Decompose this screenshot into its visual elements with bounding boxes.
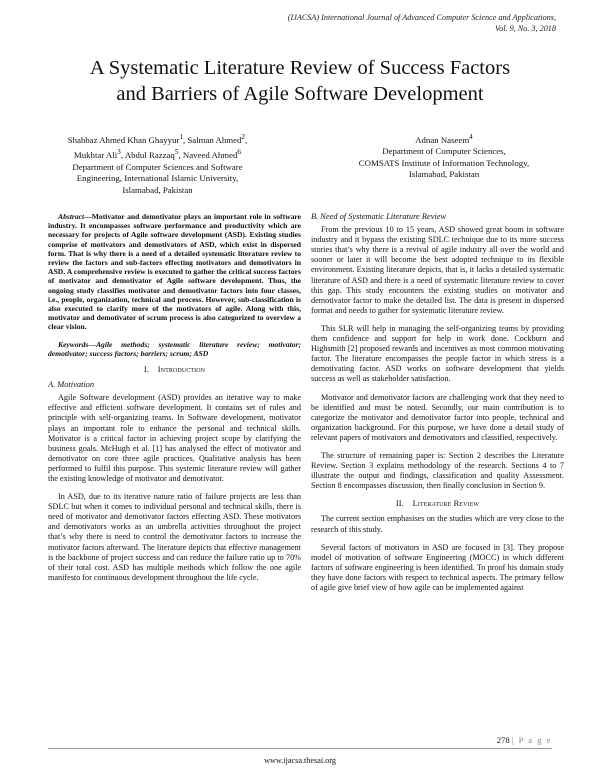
title-line-1: A Systematic Literature Review of Success Factors	[89, 57, 511, 79]
author-name: , Abdul Razzaq	[120, 150, 175, 161]
page-number-value: 278	[496, 735, 510, 745]
right-column	[311, 212, 564, 601]
abstract-label: Abstract	[58, 212, 85, 221]
author-sup: 3	[117, 147, 121, 157]
journal-name: (IJACSA) International Journal of Advanced Computer Science and Applications,	[287, 13, 556, 22]
author-sup: 1	[179, 132, 184, 141]
title-line-2: and Barriers of Agile Software Development	[116, 83, 484, 105]
page-number	[497, 735, 552, 745]
author-name: Adnan Naseem	[415, 134, 470, 145]
paragraph: In ASD, due to its iterative nature ratio of failure projects are less than SDLC but when it comes to individual personal and technical skills, there is need of motivator and demotivator factors effecting ASD. These motivators and demotivators works as an umbrella activities throughout the project that’s why there is need to control the demotivator factors to increase the motivator factors afterward. The literature depicts that effective management is the backbone of project success and can reduce the failure ratio up to 70% of their total cost. ASD has multiple methods which follow the one agile manifesto for continuous development throughout the life cycle.	[48, 492, 301, 582]
affiliation-line: Department of Computer Sciences and Software	[72, 161, 243, 172]
left-column	[48, 212, 301, 591]
section-title: Introduction	[157, 365, 206, 375]
page-word: | P a g e	[511, 735, 552, 745]
paragraph: Motivator and demotivator factors are challenging work that they need to be identified and must be noted. Secondly, our main contribution is to categorize the motivator and demotivator factor into people, technical and organization background. For this purpose, we have done a detail study of relevant papers of motivators and demotivators and classified, respectively.	[311, 392, 564, 442]
author-block-left	[20, 131, 295, 196]
journal-header	[156, 12, 556, 34]
author-name: , Salman Ahmed	[183, 134, 242, 145]
affiliation-line: COMSATS Institute of Information Technology,	[358, 157, 530, 168]
author-sup: 5	[174, 147, 179, 157]
author-sup: 2	[241, 132, 246, 141]
author-name: Mukhtar Ali	[73, 150, 118, 161]
section-heading-introduction	[48, 365, 301, 375]
section-heading-literature-review	[311, 499, 564, 509]
subsection-heading-motivation: A. Motivation	[48, 380, 95, 390]
author-block-right	[310, 131, 578, 181]
paragraph: The current section emphasises on the studies which are very close to the research of this study.	[311, 514, 564, 534]
author-names-line-2	[20, 146, 295, 161]
author-separator: ,	[245, 134, 248, 145]
author-name: , Naveed Ahmed	[178, 150, 238, 161]
section-numeral: II.	[395, 499, 404, 509]
keywords-text: —Agile methods; systematic literature review; motivator; demotivator; success factors; barriers; scrum; ASD	[48, 339, 301, 358]
author-sup: 6	[237, 147, 242, 157]
author-names-right	[310, 131, 578, 146]
journal-volume: Vol. 9, No. 3, 2018	[495, 24, 556, 33]
author-name: Shahbaz Ahmed Khan Ghayyur	[67, 134, 180, 145]
paragraph: This SLR will help in managing the self-organizing teams by providing them confidence and support for help in work done. Cockburn and Highsmith [2] proposed rewards and incentives as most common motivating factor. The literature encompasses the people factor in which stress is a demotivating factor. ASD works on software development that yields success as well as stakeholder satisfaction.	[311, 323, 564, 384]
affiliation-line: Islamabad, Pakistan	[122, 184, 193, 195]
affiliation-line: Islamabad, Pakistan	[408, 169, 480, 180]
paragraph: Agile Software development (ASD) provides an iterative way to make effective and efficient software development. It contains set of rules and principle with self-organizing teams. In Software development, motivator plays an important role to enhance the personal and technical skills. Motivator is a critical factor in achieving project scope by clarifying the business goals. McHugh et al. [1] has analysed the effect of motivator and demotivator on core three agile practices. Qualitative analysis has been performed to fulfil this purpose. This systemic literature review will gather the existing knowledge of motivator and demotivator.	[48, 393, 301, 483]
keywords-label: Keywords	[58, 339, 89, 349]
footer-divider	[48, 748, 552, 749]
affiliation-line: Engineering, International Islamic University,	[76, 173, 239, 184]
abstract-text: —Motivator and demotivator plays an important role in software industry. It encompasses software performance and productivity which are necessary for projects of Agile software development (ASD). Existing studies comprise of motivators and demotivators of ASD, which exist in dispersed form. That is why there is a need of a detailed systematic literature review to review the factors and sub-factors effecting motivators and demotivators in ASD. A comprehensive review is executed to gather the critical success factors of motivator and demotivator of Agile software development. Thus, the ongoing study classifies motivator and demotivator factors into four classes, i.e., people, organization, technical and process. However, sub-classification is also executed to clarify more of the motivators of agile. Along with this, motivator and demotivator of scrum process is also categorized to overview a clear vision.	[48, 212, 301, 332]
affiliation-line: Department of Computer Sciences,	[382, 146, 506, 157]
author-names-line-1	[20, 131, 295, 146]
footer-url: www.ijacsa.thesai.org	[264, 756, 336, 765]
paragraph: The structure of remaining paper is: Section 2 describes the Literature Review. Section 3 explains methodology of the research. Sections 4 to 7 illustrate the output and findings, classification and quality Assessment. Section 8 encompasses discussion, then finally conclusion in Section 9.	[311, 450, 564, 491]
author-sup: 4	[469, 132, 473, 141]
keywords	[48, 340, 301, 358]
paper-title	[30, 55, 570, 107]
abstract	[48, 212, 301, 332]
subsection-heading-need-slr: B. Need of Systematic Literature Review	[311, 212, 447, 221]
section-numeral: I.	[143, 365, 149, 375]
paragraph: Several factors of motivators in ASD are focused in [3]. They propose model of motivation of software Engineering (MOCC) in which different factors of software engineering is been identified. To proof his domain study they have done factors with respect to technical aspects. The primary fellow of agile give brief view of how agile can be implemented against	[311, 542, 564, 592]
section-title: Literature Review	[412, 499, 480, 509]
paragraph: From the previous 10 to 15 years, ASD showed great boom in software industry and it bypass the existing SDLC technique due to its more success stories that’s why there is a revival of agile industry all over the world and sooner or later it will become the best adopted technique to its flexible environment. Existing literature depicts, that is, it lacks a detailed systematic literature of ASD and there is a need of systematic literature review to cover this gap. This study encounters the existing studies on motivator and demotivator factor to make the detailed list. The data is present in dispersed format and needs to gather for systematic literature review.	[311, 225, 564, 315]
